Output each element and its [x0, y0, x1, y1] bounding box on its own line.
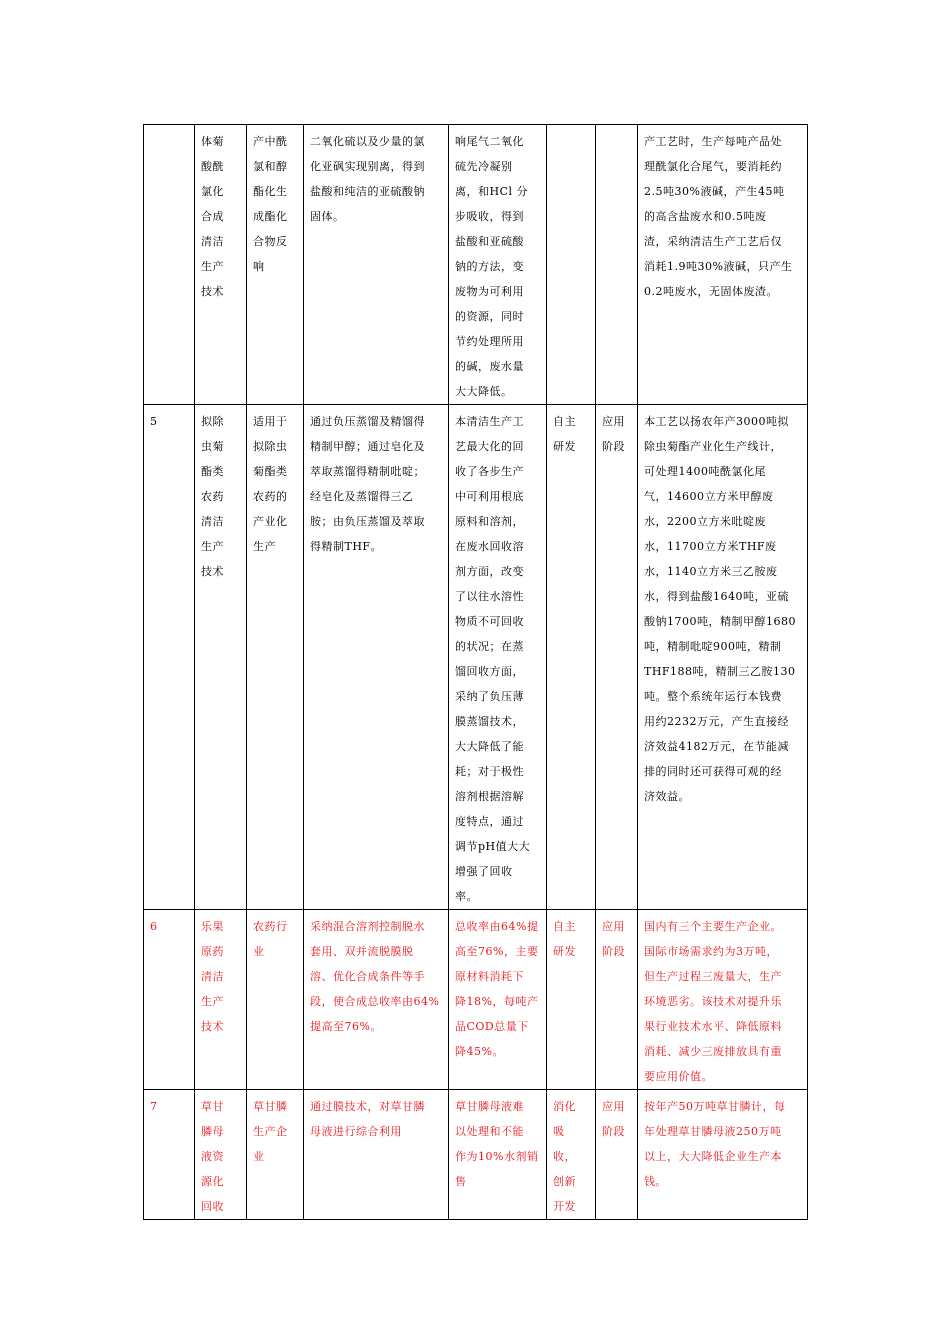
cell-benefit: 本工艺以扬农年产3000吨拟 除虫菊酯产业化生产线计， 可处理1400吨酰氯化尾 气，14600立方米甲醇废 水，2200立方米吡啶废 水，11700立方米THF废 水，1140立方米三乙胺废 水，得到盐酸1640吨，亚硫 酸钠1700吨，精制甲醇1680 吨，精制吡啶900吨，精制 THF188吨，精制三乙胺130 吨。整个系统年运行本钱费 用约2232万元，产生直接经 济效益4182万元，在节能减 排的同时还可获得可观的经 济效益。 [638, 405, 808, 910]
cell-features: 草甘膦母液难 以处理和不能 作为10%水剂销 售 [449, 1090, 547, 1220]
cell-content: 通过膜技术，对草甘膦 母液进行综合利用 [304, 1090, 449, 1220]
cell-stage: 应用 阶段 [596, 405, 638, 910]
cell-name: 体菊 酸酰 氯化 合成 清洁 生产 技术 [195, 125, 247, 405]
cell-content: 采纳混合溶剂控制脱水 套用、双并流脱膜脱 溶、优化合成条件等手 段，使合成总收率由64% 提高至76%。 [304, 910, 449, 1090]
cell-scope: 适用于 拟除虫 菊酯类 农药的 产业化 生产 [247, 405, 304, 910]
table-row [144, 125, 808, 405]
cell-features: 总收率由64%提 高至76%，主要 原材料消耗下 降18%，每吨产 品COD总量下 降45%。 [449, 910, 547, 1090]
cell-source: 自主 研发 [547, 910, 596, 1090]
cell-content: 通过负压蒸馏及精馏得 精制甲醇；通过皂化及 萃取蒸馏得精制吡啶； 经皂化及蒸馏得三乙 胺；由负压蒸馏及萃取 得精制THF。 [304, 405, 449, 910]
cell-features: 本清洁生产工 艺最大化的回 收了各步生产 中可利用根底 原料和溶剂， 在废水回收溶 剂方面，改变 了以往水溶性 物质不可回收 的状况；在蒸 馏回收方面， 采纳了负压薄 膜蒸馏技术， 大大降低了能 耗；对于极性 溶剂根据溶解 度特点，通过 调节pH值大大 增强了回收 率。 [449, 405, 547, 910]
cell-content: 二氧化硫以及少量的氯 化亚砜实现别离，得到 盐酸和纯洁的亚硫酸钠 固体。 [304, 125, 449, 405]
cell-benefit: 产工艺时，生产每吨产品处 理酰氯化合尾气，要消耗约 2.5吨30%液碱，产生45吨 的高含盐废水和0.5吨废 渣，采纳清洁生产工艺后仅 消耗1.9吨30%液碱，只产生 0.2吨废水，无固体废渣。 [638, 125, 808, 405]
table-row [144, 1090, 808, 1220]
cell-name: 乐果 原药 清洁 生产 技术 [195, 910, 247, 1090]
cell-source [547, 125, 596, 405]
cell-no: 6 [144, 910, 195, 1090]
cell-scope: 草甘膦 生产企 业 [247, 1090, 304, 1220]
cell-source: 消化 吸 收， 创新 开发 [547, 1090, 596, 1220]
cell-stage: 应用 阶段 [596, 910, 638, 1090]
cell-name: 草甘 膦母 液资 源化 回收 [195, 1090, 247, 1220]
cell-name: 拟除 虫菊 酯类 农药 清洁 生产 技术 [195, 405, 247, 910]
table-row [144, 910, 808, 1090]
technology-table [143, 124, 808, 1220]
cell-source: 自主 研发 [547, 405, 596, 910]
cell-scope: 产中酰 氯和醇 酯化生 成酯化 合物反 响 [247, 125, 304, 405]
cell-stage [596, 125, 638, 405]
cell-features: 响尾气二氧化 硫先冷凝别 离，和HCl 分 步吸收，得到 盐酸和亚硫酸 钠的方法，变 废物为可利用 的资源，同时 节约处理所用 的碱，废水量 大大降低。 [449, 125, 547, 405]
cell-no [144, 125, 195, 405]
cell-benefit: 国内有三个主要生产企业。 国际市场需求约为3万吨， 但生产过程三废量大，生产 环境恶劣。该技术对提升乐 果行业技术水平、降低原料 消耗、减少三废排放具有重 要应用价值。 [638, 910, 808, 1090]
cell-benefit: 按年产50万吨草甘膦计，每 年处理草甘膦母液250万吨 以上，大大降低企业生产本 钱。 [638, 1090, 808, 1220]
cell-scope: 农药行 业 [247, 910, 304, 1090]
table-row [144, 405, 808, 910]
cell-no: 5 [144, 405, 195, 910]
cell-no: 7 [144, 1090, 195, 1220]
cell-stage: 应用 阶段 [596, 1090, 638, 1220]
